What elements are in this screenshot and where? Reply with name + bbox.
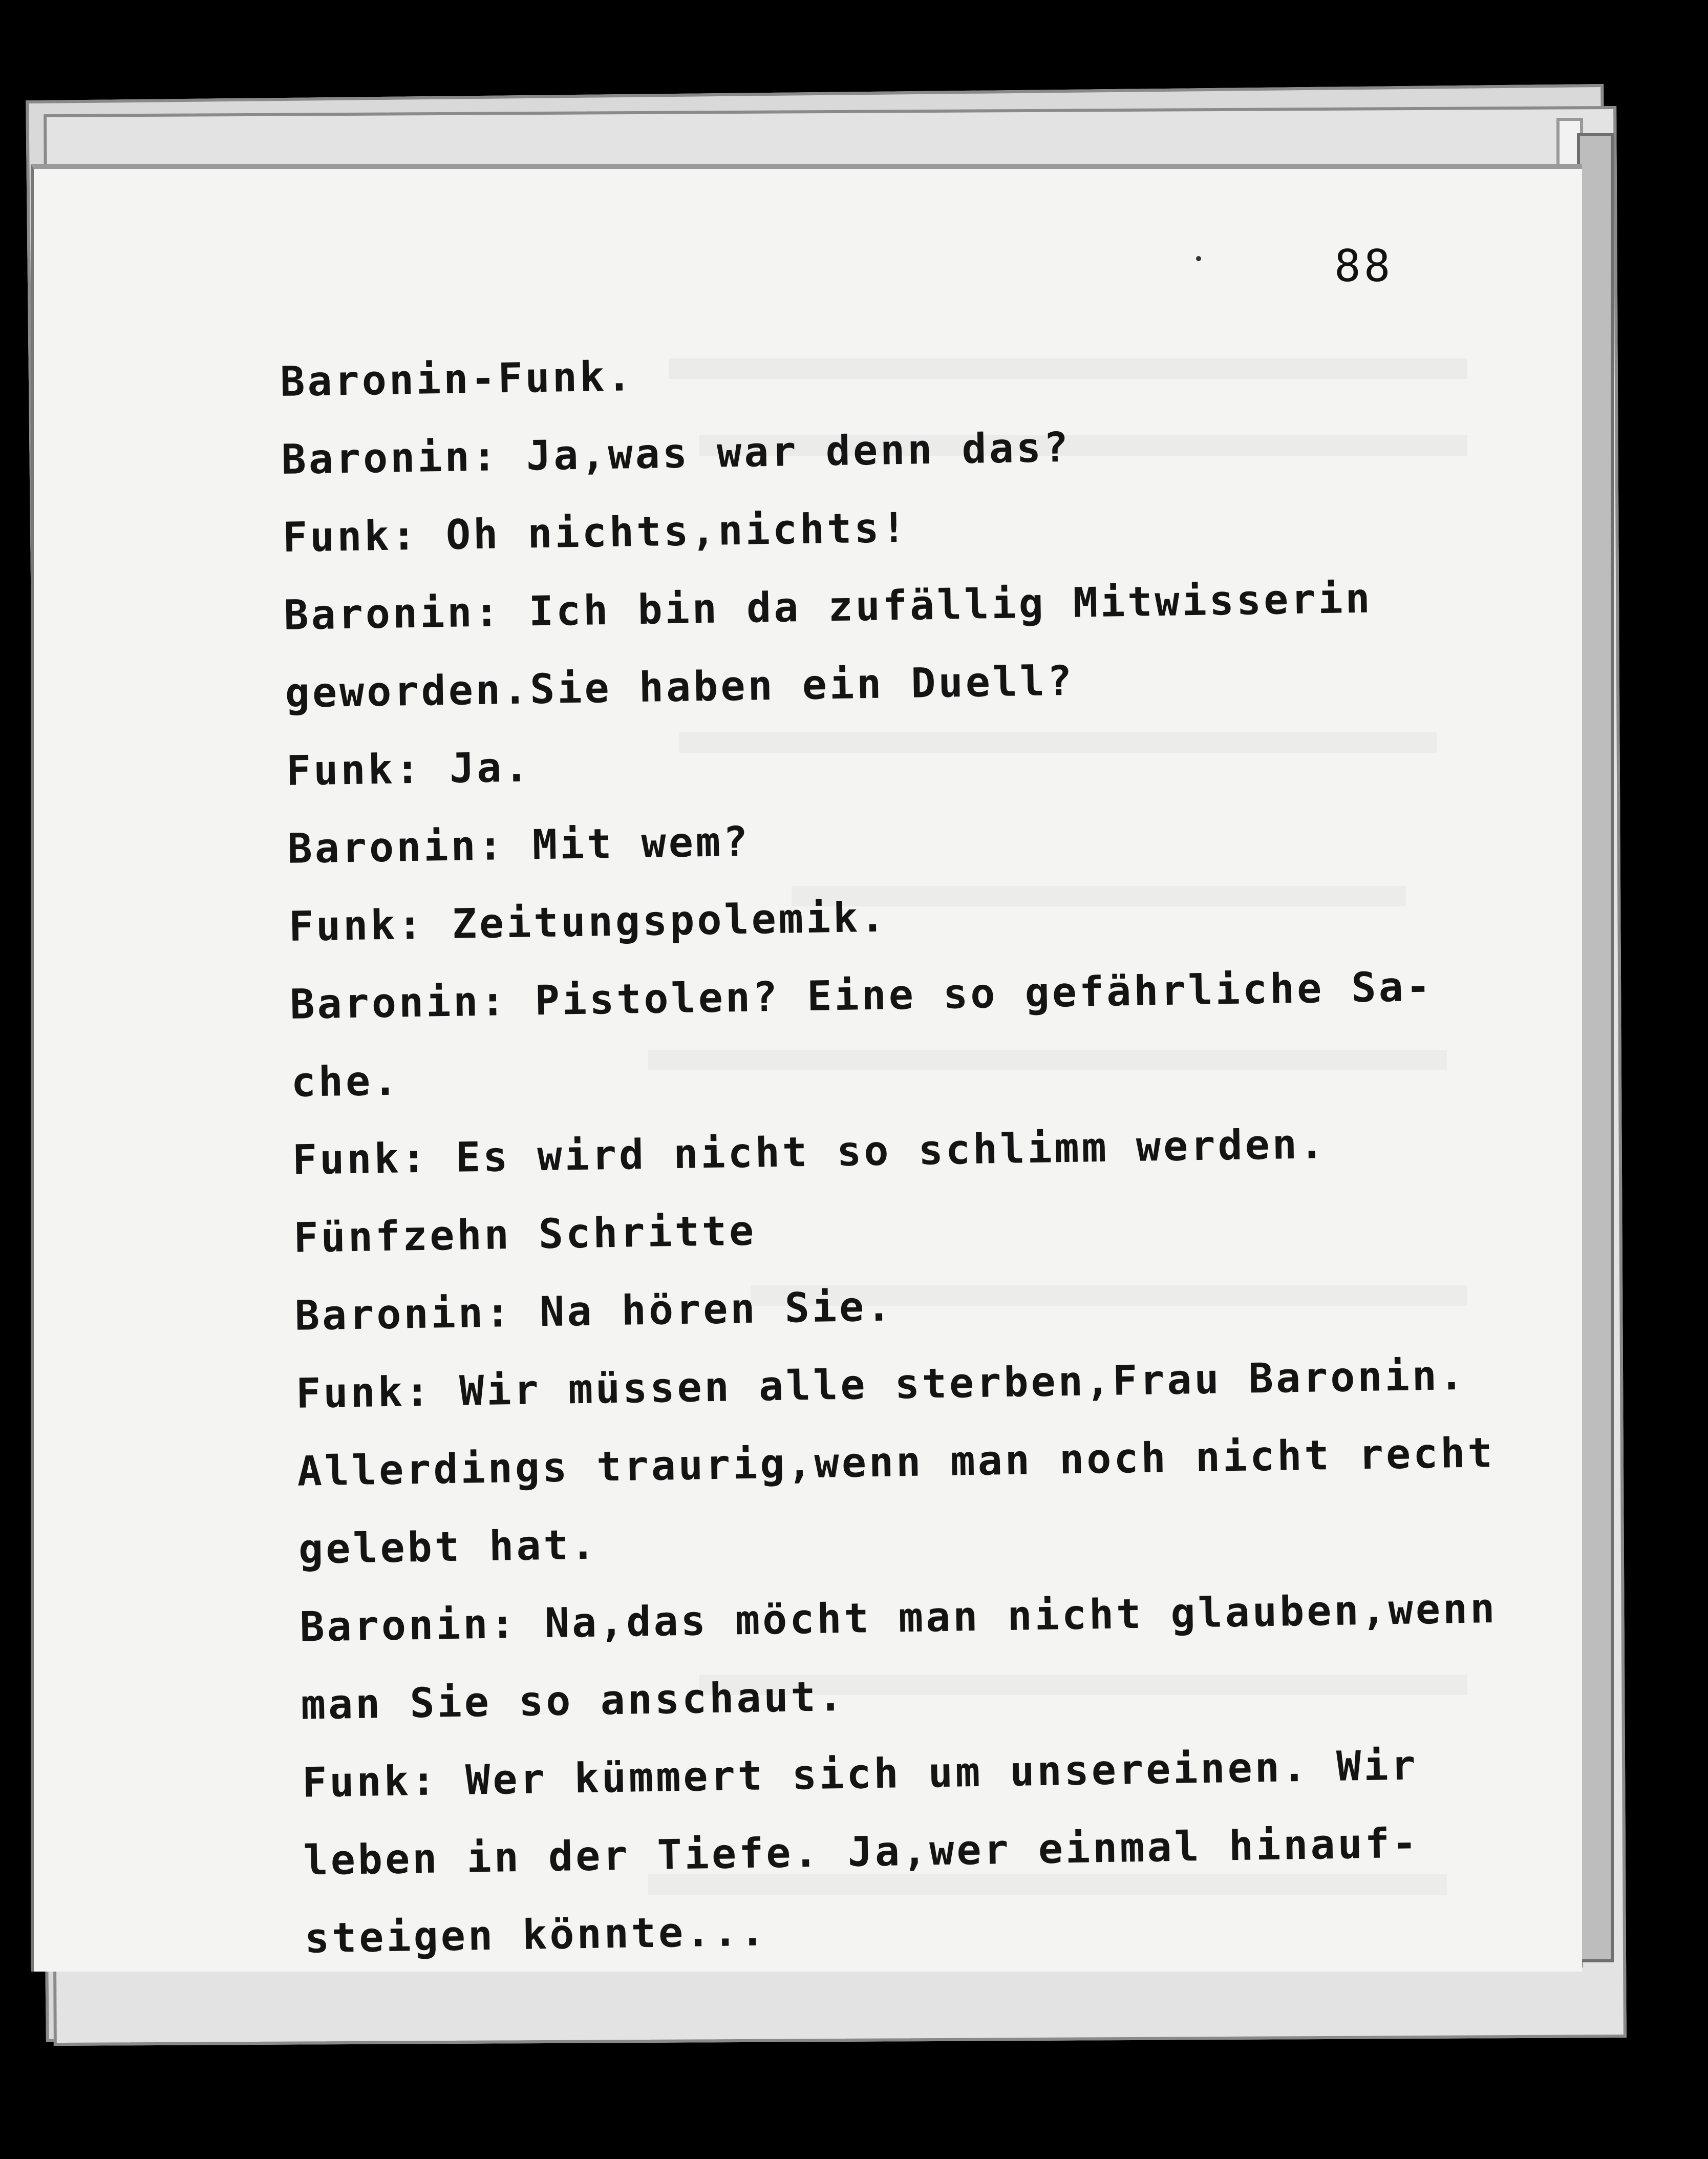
page-number: 88: [1334, 241, 1394, 292]
text-line: Baronin: Ich bin da zufällig Mitwisserin: [283, 574, 1373, 639]
text-line: geworden.Sie haben ein Duell?: [285, 657, 1075, 717]
text-line: Funk: Es wird nicht so schlimm werden.: [292, 1120, 1327, 1184]
text-line: Funk: Ja.: [286, 743, 532, 795]
text-line: Funk: Zeitungspolemik.: [288, 893, 888, 950]
text-line: leben in der Tiefe. Ja,wer einmal hinauf-: [303, 1819, 1420, 1885]
text-line: Funk: Oh nichts,nichts!: [282, 503, 909, 561]
text-line: Baronin-Funk.: [280, 352, 634, 406]
text-line: Fünfzehn Schritte: [293, 1206, 757, 1262]
text-line: Baronin: Na,das möcht man nicht glauben,wenn: [299, 1584, 1498, 1651]
text-line: gelebt hat.: [298, 1520, 599, 1573]
text-line: Baronin: Na hören Sie.: [294, 1282, 894, 1340]
ink-speck: [1196, 256, 1201, 261]
text-line: steigen könnte...: [304, 1907, 768, 1962]
text-line: Funk: Wer kümmert sich um unsereinen. Wir: [302, 1741, 1419, 1807]
typed-text-lines: [280, 324, 1503, 1977]
text-line: Baronin: Pistolen? Eine so gefährliche Sa-: [289, 962, 1434, 1028]
text-line: Baronin: Mit wem?: [287, 817, 751, 873]
background-sheet-edge: [1577, 133, 1614, 1962]
text-line: man Sie so anschaut.: [301, 1672, 846, 1729]
text-line: Allerdings traurig,wenn man noch nicht recht: [296, 1428, 1496, 1495]
typewritten-page: [31, 164, 1582, 1972]
text-line: Baronin: Ja,was war denn das?: [281, 423, 1071, 483]
text-line: che.: [290, 1056, 401, 1106]
text-line: Funk: Wir müssen alle sterben,Frau Baronin.: [295, 1351, 1467, 1417]
